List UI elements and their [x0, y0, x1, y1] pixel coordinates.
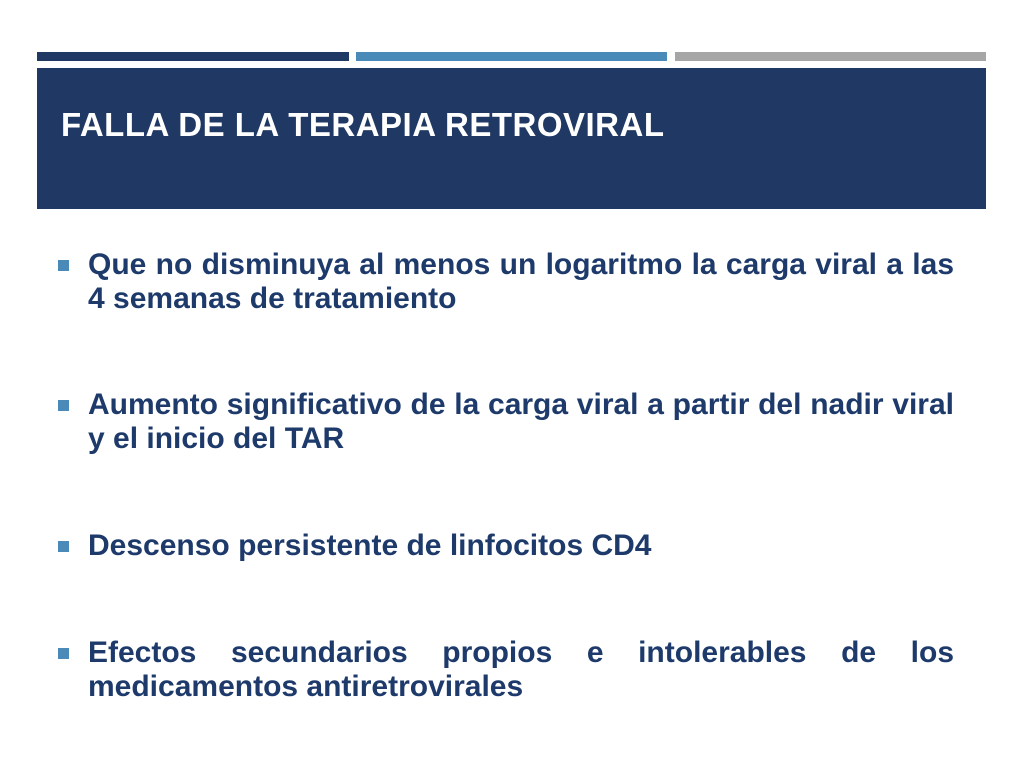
square-bullet-icon [58, 400, 69, 411]
title-banner [37, 68, 986, 209]
bullet-item [52, 636, 956, 704]
bullet-text: Aumento significativo de la carga viral a partir del nadir viral y el inicio del TAR [88, 388, 954, 455]
square-bullet-icon [58, 648, 69, 659]
accent-bar-mid [356, 52, 667, 61]
bullet-item [52, 248, 956, 316]
bullet-text: Descenso persistente de linfocitos CD4 [88, 529, 652, 562]
square-bullet-icon [58, 260, 69, 271]
bullet-text: Que no disminuya al menos un logaritmo la carga viral a las 4 semanas de tratamiento [88, 248, 954, 315]
bullet-text: Efectos secundarios propios e intolerables de los medicamentos antiretrovirales [88, 636, 954, 703]
accent-bar-light [675, 52, 986, 61]
bullet-item [52, 529, 956, 563]
accent-bar-dark [37, 52, 349, 61]
bullet-item [52, 388, 956, 456]
square-bullet-icon [58, 541, 69, 552]
slide-title: FALLA DE LA TERAPIA RETROVIRAL [61, 106, 665, 143]
